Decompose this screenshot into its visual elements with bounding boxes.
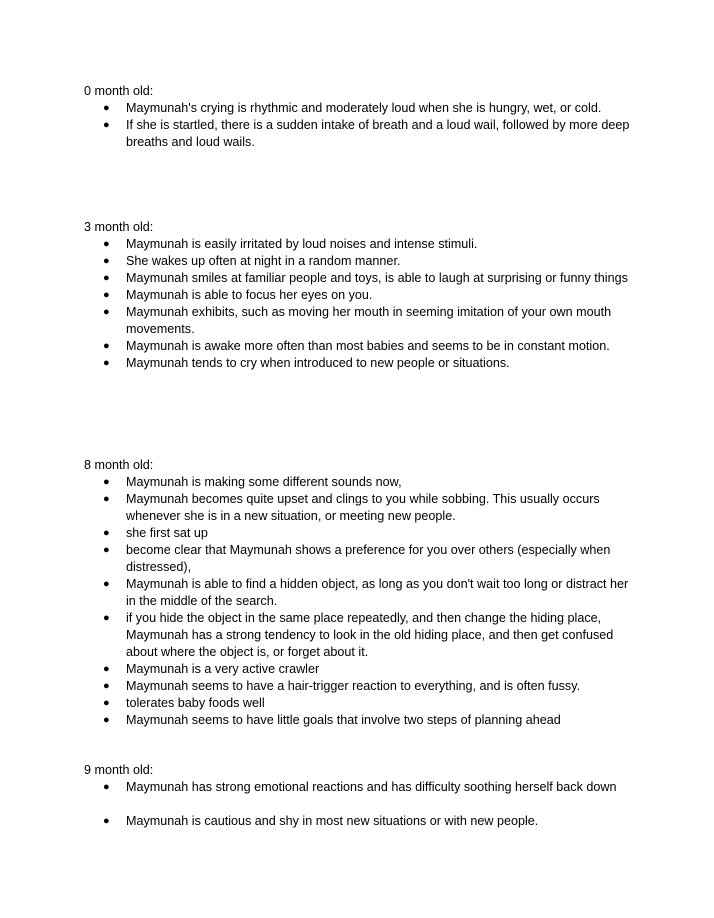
list-item-text: Maymunah tends to cry when introduced to new people or situations. <box>126 356 510 370</box>
list-item-text: If she is startled, there is a sudden intake of breath and a loud wail, followed by more deep breaths and loud wails. <box>126 118 630 149</box>
bullet-icon: ● <box>103 663 110 675</box>
list-item-text: Maymunah is awake more often than most babies and seems to be in constant motion. <box>126 339 610 353</box>
bullet-icon: ● <box>103 357 110 369</box>
list-item-text: Maymunah exhibits, such as moving her mouth in seeming imitation of your own mouth movements. <box>126 305 612 336</box>
list-item-text: become clear that Maymunah shows a preference for you over others (especially when distressed), <box>126 543 611 574</box>
bullet-icon: ● <box>103 697 110 709</box>
list-item <box>84 338 640 355</box>
list-item-text: Maymunah is easily irritated by loud noises and intense stimuli. <box>126 237 478 251</box>
list-spacer <box>84 796 640 813</box>
list-item <box>84 695 640 712</box>
bullet-icon: ● <box>103 527 110 539</box>
list-item <box>84 270 640 287</box>
list-item <box>84 100 640 117</box>
list-item <box>84 779 640 796</box>
section-9-month <box>84 762 640 830</box>
bullet-icon: ● <box>103 612 110 624</box>
list-item-text: Maymunah is able to find a hidden object, as long as you don't wait too long or distract her in the middle of the search. <box>126 577 629 608</box>
list-item-text: Maymunah seems to have little goals that involve two steps of planning ahead <box>126 713 561 727</box>
list-item-text: Maymunah seems to have a hair-trigger reaction to everything, and is often fussy. <box>126 679 581 693</box>
list-item <box>84 661 640 678</box>
list-item <box>84 610 640 661</box>
section-heading: 3 month old: <box>84 220 154 234</box>
section-0-month <box>84 83 640 151</box>
bullet-icon: ● <box>103 289 110 301</box>
list-item-text: Maymunah is cautious and shy in most new situations or with new people. <box>126 814 539 828</box>
list-item-text: Maymunah has strong emotional reactions and has difficulty soothing herself back down <box>126 780 617 794</box>
list-item <box>84 542 640 576</box>
bullet-icon: ● <box>103 714 110 726</box>
bullet-list <box>84 474 640 729</box>
list-item <box>84 287 640 304</box>
bullet-icon: ● <box>103 815 110 827</box>
bullet-icon: ● <box>103 238 110 250</box>
bullet-icon: ● <box>103 680 110 692</box>
bullet-icon: ● <box>103 781 110 793</box>
bullet-icon: ● <box>103 119 110 131</box>
list-item <box>84 491 640 525</box>
list-item-text: Maymunah's crying is rhythmic and moderately loud when she is hungry, wet, or cold. <box>126 101 602 115</box>
section-8-month <box>84 457 640 729</box>
list-item-text: Maymunah is making some different sounds now, <box>126 475 402 489</box>
section-heading: 9 month old: <box>84 763 154 777</box>
bullet-icon: ● <box>103 306 110 318</box>
list-item <box>84 712 640 729</box>
list-item <box>84 355 640 372</box>
bullet-list <box>84 236 640 372</box>
bullet-icon: ● <box>103 544 110 556</box>
list-item-text: She wakes up often at night in a random manner. <box>126 254 401 268</box>
list-item <box>84 678 640 695</box>
bullet-icon: ● <box>103 340 110 352</box>
section-heading: 0 month old: <box>84 84 154 98</box>
bullet-icon: ● <box>103 578 110 590</box>
list-item-text: Maymunah smiles at familiar people and toys, is able to laugh at surprising or funny things <box>126 271 628 285</box>
list-item-text: Maymunah becomes quite upset and clings to you while sobbing. This usually occurs whenever she is in a new situation, or meeting new people. <box>126 492 600 523</box>
list-item <box>84 117 640 151</box>
section-3-month <box>84 219 640 372</box>
section-heading: 8 month old: <box>84 458 154 472</box>
bullet-icon: ● <box>103 476 110 488</box>
bullet-list <box>84 779 640 830</box>
bullet-list <box>84 100 640 151</box>
list-item <box>84 236 640 253</box>
bullet-icon: ● <box>103 272 110 284</box>
list-item <box>84 576 640 610</box>
list-item <box>84 813 640 830</box>
list-item-text: she first sat up <box>126 526 208 540</box>
list-item <box>84 525 640 542</box>
list-item-text: Maymunah is able to focus her eyes on you. <box>126 288 373 302</box>
list-item-text: Maymunah is a very active crawler <box>126 662 320 676</box>
list-item-text: if you hide the object in the same place repeatedly, and then change the hiding place, Maymunah has a strong tendency to look in the old hiding place, and then get confused about where the object is, or forget about it. <box>126 611 614 659</box>
list-item-text: tolerates baby foods well <box>126 696 265 710</box>
list-item <box>84 304 640 338</box>
list-item <box>84 253 640 270</box>
bullet-icon: ● <box>103 255 110 267</box>
bullet-icon: ● <box>103 493 110 505</box>
bullet-icon: ● <box>103 102 110 114</box>
list-item <box>84 474 640 491</box>
